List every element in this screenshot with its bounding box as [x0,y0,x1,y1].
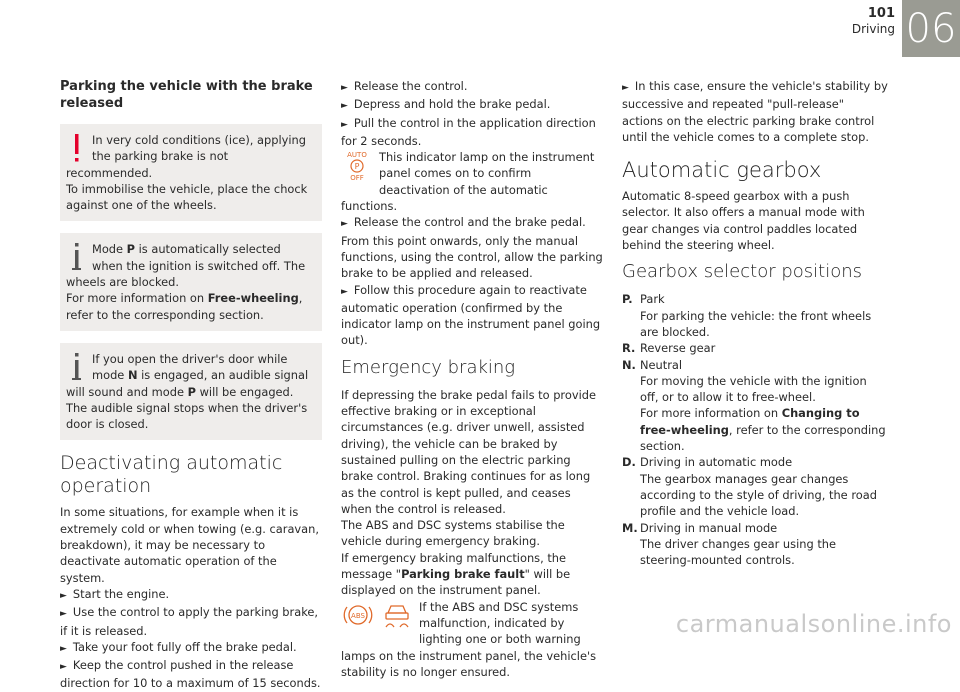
watermark: carmanualsonline.info [675,610,952,638]
svg-text:ABS: ABS [351,611,365,620]
abs-warning-lamp-icon [341,599,375,635]
warning-text: In very cold conditions (ice), applying the parking brake is not recommended. [66,133,306,180]
malf-message: Parking brake fault [401,567,525,582]
info-1-text [66,241,314,290]
arrow-icon: ► [341,119,348,130]
n-more-post: , refer to the corresponding section. [640,422,886,454]
position-key: D. [622,455,636,470]
deactivate-intro: In some situations, for example when it is extremely cold or when towing (e.g. caravan, breakdown), it may be necessary to deactivate automatic operation of the system. [60,505,319,585]
malf-pre: If emergency braking malfunctions, the message " [341,550,567,582]
step-text: Release the control and the brake pedal. [353,215,586,230]
arrow-icon: ► [622,83,629,93]
arrow-icon: ► [341,219,348,230]
step-text: Depress and hold the brake pedal. [353,97,551,112]
info-2-mode-n: N [127,368,138,383]
info-1-free-wheeling: Free-wheeling [207,291,299,306]
position-title: Neutral [640,357,683,372]
section-subtitle: Parking the vehicle with the brake released [60,79,313,111]
n-more-pre: For more information on [640,406,782,421]
abs-lamp-text: If the ABS and DSC systems malfunction, indicated by lighting one or both warning lamps on the instrument panel, the vehicle's stability is no longer ensured. [341,599,597,679]
step-text: Keep the control pushed in the release direction for 10 to a maximum of 15 seconds. [60,658,321,691]
malf-post: " will be displayed on the instrument panel. [341,567,571,598]
svg-text:P: P [354,162,360,172]
info-1-line2-pre: For more information on [66,291,208,306]
deact-step-1 [60,586,322,604]
step-depress-brake [341,96,603,114]
heading-automatic-gearbox: Automatic gearbox [622,158,822,183]
arrow-icon: ► [341,286,348,297]
info-1-line2 [66,290,314,323]
svg-text:OFF: OFF [350,174,364,182]
position-reverse [622,340,888,356]
step-text: Follow this procedure again to reactivate automatic operation (confirmed by the indicator lamp on the instrument panel going out). [341,282,601,348]
info-icon [66,241,88,273]
position-desc: For moving the vehicle with the ignition off, or to allow it to free-wheel. [640,373,867,405]
arrow-icon: ► [60,609,67,620]
info-2-pre: If you open the driver's door while mode [92,351,288,383]
info-1-mid: is automatically selected when the ignition is switched off. The wheels are blocked. [66,242,306,290]
manual-functions-text: From this point onwards, only the manual functions, using the control, allow the parking brake to be applied and released. [341,233,603,281]
position-title: Park [640,292,665,307]
chapter-tab: 06 [902,0,960,57]
step-pull-control [341,115,603,150]
deact-step-4 [60,657,322,692]
auto-off-lamp-text: This indicator lamp on the instrument panel comes on to confirm deactivation of the automatic functions. [341,150,595,214]
deact-step-2 [60,604,322,639]
arrow-icon: ► [60,662,67,673]
svg-text:AUTO: AUTO [347,151,367,160]
info-2-mode-p: P [187,384,196,399]
position-title: Driving in automatic mode [640,455,793,470]
step-release-control [341,78,603,96]
position-key: N. [622,357,636,372]
position-manual [622,520,888,569]
auto-off-lamp-paragraph [341,149,603,214]
column-1 [60,78,322,692]
malfunction-text [341,550,603,599]
step-text: Release the control. [353,79,468,93]
position-key: M. [622,520,638,535]
step-pull-release [622,78,888,145]
step-reactivate [341,282,603,349]
deact-step-3 [60,639,322,657]
info-box-2 [60,343,322,440]
gearbox-text: Automatic 8-speed gearbox with a push selector. It also offers a manual mode with gear changes via control paddles located behind the steering wheel. [622,189,865,253]
warning-exclamation-icon [66,132,88,164]
n-more-bold: Changing to free-wheeling [640,406,860,437]
info-2-post: will be engaged. The audible signal stops when the driver's door is closed. [66,384,308,432]
column-2 [341,78,603,680]
warning-text-2: To immobilise the vehicle, place the chock against one of the wheels. [66,181,308,213]
chapter-title: Driving [851,22,895,36]
heading-deactivating: Deactivating automatic operation [60,452,283,498]
emergency-text: If depressing the brake pedal fails to provide effective braking or in exceptional circumstances (e.g. driver unwell, assisted driving), the vehicle can be braked by sustained pulling on the electric parking brake control. Braking continues for as long as the control is kept pulled, and ceases when the control is released. [341,387,596,516]
arrow-icon: ► [60,643,67,654]
position-key: P. [622,292,633,307]
column-3 [622,78,888,568]
heading-selector-positions: Gearbox selector positions [622,261,863,283]
step-text: Pull the control in the application direction for 2 seconds. [341,115,596,148]
position-desc: For parking the vehicle: the front wheels are blocked. [640,308,872,339]
step-text: Use the control to apply the parking brake, if it is released. [60,605,319,638]
heading-emergency-braking: Emergency braking [341,356,516,378]
dsc-warning-lamp-icon [381,599,413,635]
step-text: Take your foot fully off the brake pedal. [72,639,297,654]
arrow-icon: ► [341,83,348,93]
arrow-icon: ► [60,590,67,601]
position-desc: The gearbox manages gear changes according to the style of driving, the road profile and the vehicle load. [640,471,877,519]
auto-p-off-lamp-icon [341,149,373,185]
warning-box [60,124,322,221]
position-drive [622,454,888,519]
position-title: Reverse gear [640,341,716,356]
info-2-mid: is engaged, an audible signal will sound and mode [66,368,309,399]
position-neutral [622,357,888,455]
step-release-both [341,214,603,232]
page-number: 101 [867,6,895,21]
info-box-1 [60,233,322,330]
arrow-icon: ► [341,101,348,112]
info-2-text [66,351,314,432]
info-icon [66,351,88,383]
info-1-pre: Mode [92,242,127,257]
info-1-mode-p: P [126,242,136,257]
position-desc: The driver changes gear using the steering-mounted controls. [640,536,837,568]
step-text: In this case, ensure the vehicle's stability by successive and repeated "pull-release" actions on the electric parking brake control until the vehicle comes to a complete stop. [622,79,888,144]
info-1-line2-post: , refer to the corresponding section. [66,291,303,322]
abs-lamp-paragraph [341,599,603,680]
position-key: R. [622,341,636,356]
abs-dsc-text: The ABS and DSC systems stabilise the vehicle during emergency braking. [341,518,565,549]
position-park [622,291,888,340]
position-title: Driving in manual mode [640,520,778,535]
step-text: Start the engine. [72,586,170,601]
